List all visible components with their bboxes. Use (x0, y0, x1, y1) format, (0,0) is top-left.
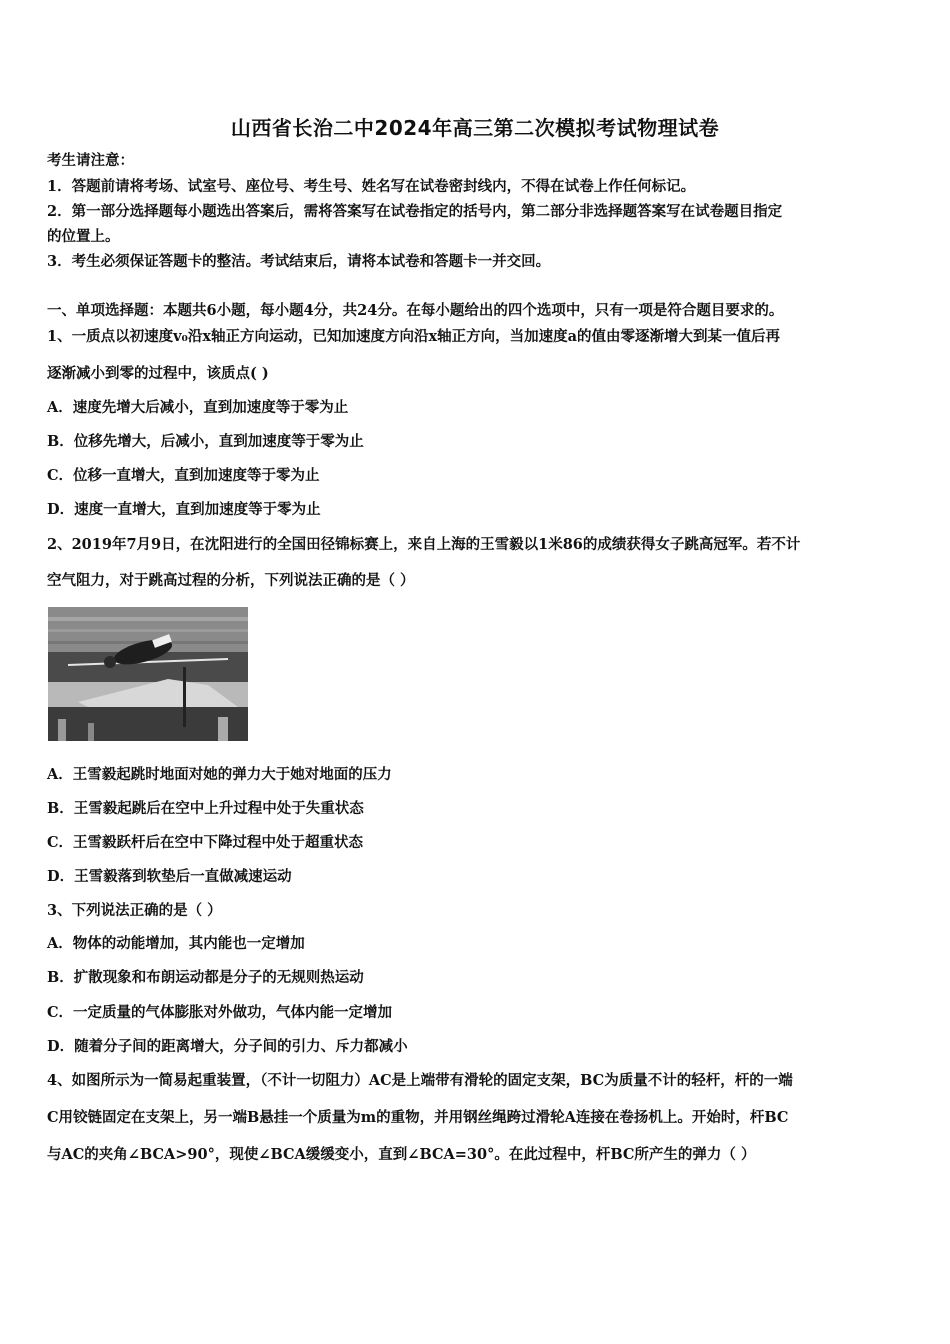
q1-option-a: A．速度先增大后减小，直到加速度等于零为止 (47, 399, 349, 416)
q1-option-d: D．速度一直增大，直到加速度等于零为止 (47, 501, 321, 518)
q2-stem: 2、2019年7月9日，在沈阳进行的全国田径锦标赛上，来自上海的王雪毅以1米86的成绩获得女子跳高冠军。若不计 (47, 536, 801, 553)
q2-option-d: D．王雪毅落到软垫后一直做减速运动 (47, 868, 292, 885)
q2-option-a: A．王雪毅起跳时地面对她的弹力大于她对地面的压力 (47, 766, 392, 783)
page-title: 山西省长治二中2024年高三第二次模拟考试物理试卷 (230, 116, 720, 140)
q2-stem: 空气阻力，对于跳高过程的分析，下列说法正确的是（ ） (47, 572, 415, 589)
section-heading: 一、单项选择题：本题共6小题，每小题4分，共24分。在每小题给出的四个选项中，只有一项是符合题目要求的。 (47, 302, 784, 319)
q1-option-c: C．位移一直增大，直到加速度等于零为止 (47, 467, 320, 484)
q1-stem: 逐渐减小到零的过程中，该质点( ) (47, 365, 269, 382)
q3-stem: 3、下列说法正确的是（ ） (47, 902, 222, 919)
q4-stem: C用铰链固定在支架上，另一端B悬挂一个质量为m的重物，并用钢丝绳跨过滑轮A连接在卷扬机上。开始时，杆BC (47, 1109, 789, 1126)
notice-item: 3．考生必须保证答题卡的整洁。考试结束后，请将本试卷和答题卡一并交回。 (47, 253, 551, 270)
notice-item: 1．答题前请将考场、试室号、座位号、考生号、姓名写在试卷密封线内，不得在试卷上作任何标记。 (47, 178, 696, 195)
q1-option-b: B．位移先增大，后减小，直到加速度等于零为止 (47, 433, 364, 450)
q4-stem: 与AC的夹角∠BCA>90°，现使∠BCA缓缓变小，直到∠BCA=30°。在此过程中，杆BC所产生的弹力（ ） (47, 1146, 756, 1163)
q3-option-c: C．一定质量的气体膨胀对外做功，气体内能一定增加 (47, 1004, 393, 1021)
q2-option-b: B．王雪毅起跳后在空中上升过程中处于失重状态 (47, 800, 364, 817)
q3-option-b: B．扩散现象和布朗运动都是分子的无规则热运动 (47, 969, 364, 986)
q1-stem: 1、一质点以初速度v₀沿x轴正方向运动，已知加速度方向沿x轴正方向，当加速度a的值由零逐渐增大到某一值后再 (47, 328, 781, 345)
notice-heading: 考生请注意： (47, 152, 134, 169)
high-jump-image (48, 607, 248, 741)
high-jump-photo (48, 607, 248, 741)
q3-option-d: D．随着分子间的距离增大，分子间的引力、斥力都减小 (47, 1038, 408, 1055)
q3-option-a: A．物体的动能增加，其内能也一定增加 (47, 935, 305, 952)
notice-item: 的位置上。 (47, 228, 120, 245)
q4-stem: 4、如图所示为一简易起重装置，（不计一切阻力）AC是上端带有滑轮的固定支架，BC为质量不计的轻杆，杆的一端 (47, 1072, 793, 1089)
notice-item: 2．第一部分选择题每小题选出答案后，需将答案写在试卷指定的括号内，第二部分非选择题答案写在试卷题目指定 (47, 203, 783, 220)
q2-option-c: C．王雪毅跃杆后在空中下降过程中处于超重状态 (47, 834, 364, 851)
